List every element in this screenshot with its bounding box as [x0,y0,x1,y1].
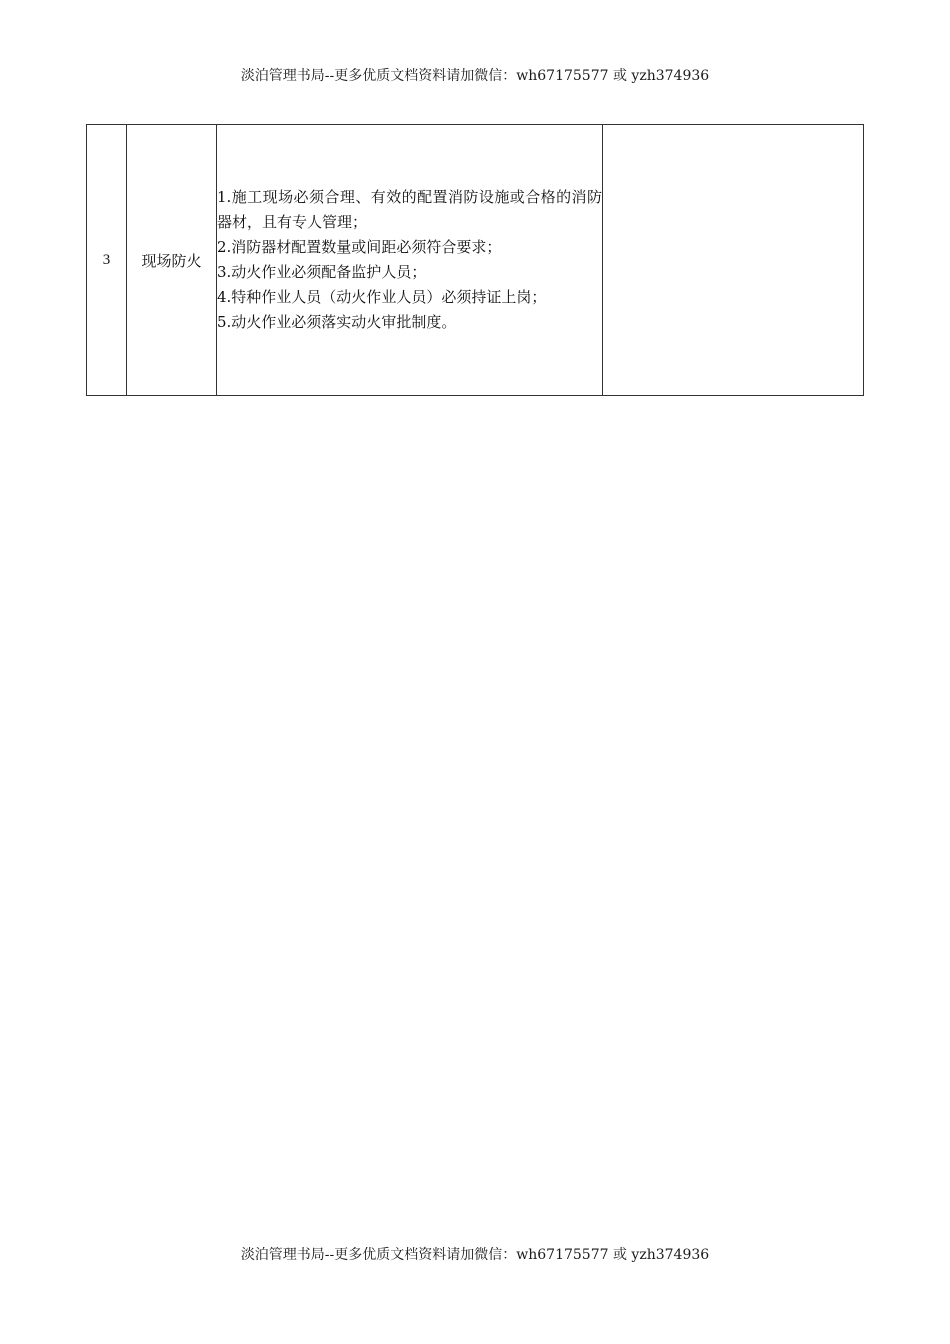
row-number-cell: 3 [87,125,127,396]
requirement-item: 5.动火作业必须落实动火审批制度。 [217,313,457,331]
requirement-item: 3.动火作业必须配备监护人员； [217,263,427,281]
page-footer: 淡泊管理书局--更多优质文档资料请加微信：wh67175577 或 yzh374936 [240,1247,710,1263]
inspection-table [86,124,864,396]
requirement-item: 4.特种作业人员（动火作业人员）必须持证上岗； [217,288,547,306]
table-row [87,125,864,396]
inspection-result-cell [603,125,864,396]
requirements-cell [217,125,603,396]
page-header: 淡泊管理书局--更多优质文档资料请加微信：wh67175577 或 yzh374936 [240,68,710,84]
requirement-item: 2.消防器材配置数量或间距必须符合要求； [217,238,502,256]
requirement-item: 1.施工现场必须合理、有效的配置消防设施或合格的消防器材，且有专人管理； [217,188,602,231]
inspection-item-cell: 现场防火 [127,125,217,396]
